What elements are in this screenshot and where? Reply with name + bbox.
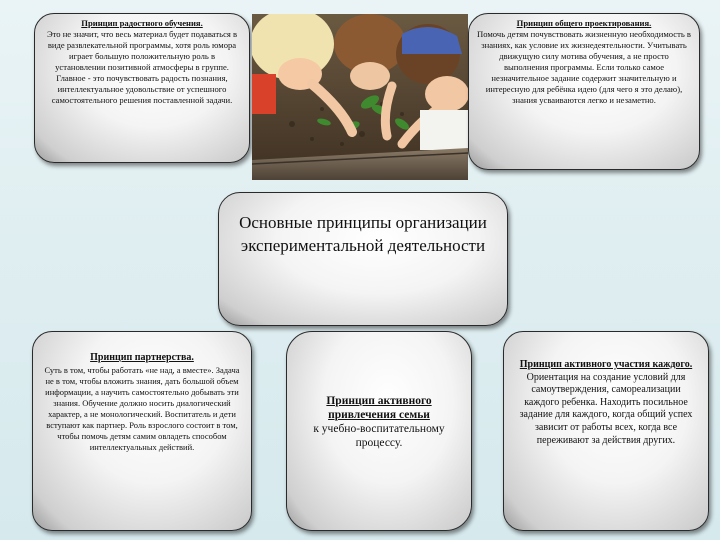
children-planting-photo <box>252 14 468 180</box>
main-principles-card <box>218 192 508 326</box>
card-title: Принцип общего проектирования. <box>516 18 652 28</box>
photo-illustration <box>252 14 468 180</box>
card-text: Суть в том, чтобы работать «не над, а вместе». Задача не в том, чтобы вложить знания, дать большой объем информации, а научить самостоятельно добывать эти знания. Обучение должно носить диалогический характер, а не монологический. Воспитатель и дети вступают как партнер. Роль взрослого состоит в том, чтобы помочь детям самим овладеть способом интеллектуальных действий. <box>44 365 240 452</box>
card-text: Ориентация на создание условий для самоутверждения, самореализации каждого ребенка. Находить посильное задание для каждого, когда общий успех зависит от работы всех, когда все переживают за действия других. <box>519 371 693 446</box>
card-text: Это не значит, что весь материал будет подаваться в виде развлекательной программы, хотя роль юмора играет большую положительную роль в установлении позитивной атмосферы в группе. Главное - это почувствовать радость познания, интеллектуальное удовольствие от успешного самостоятельного решения поставленной задачи. <box>46 29 238 105</box>
principle-partnership-card <box>32 331 252 531</box>
principle-family-involvement-card <box>286 331 472 531</box>
card-title: Принцип радостного обучения. <box>81 18 203 28</box>
principle-joyful-learning-card <box>34 13 250 163</box>
card-text: Помочь детям почувствовать жизненную необходимость в знаниях, как условие их жизнедеятельности. Учитывать движущую силу мотива обучения, а не просто выполнения программы. Если только самое незначительное задание содержит значительную и интересную для ребёнка идею (для чего я это делаю), знания усваиваются легко и незаметно. <box>477 29 691 105</box>
principle-common-design-card <box>468 13 700 170</box>
card-title: Принцип активного участия каждого. <box>519 359 693 370</box>
card-title: Принцип партнерства. <box>90 352 194 363</box>
main-title: Основные принципы организации экспериментальной деятельности <box>239 213 487 255</box>
principle-active-participation-card <box>503 331 709 531</box>
card-title: Принцип активного привлечения семьи <box>326 395 432 421</box>
card-text: к учебно-воспитательному процессу. <box>313 423 445 449</box>
